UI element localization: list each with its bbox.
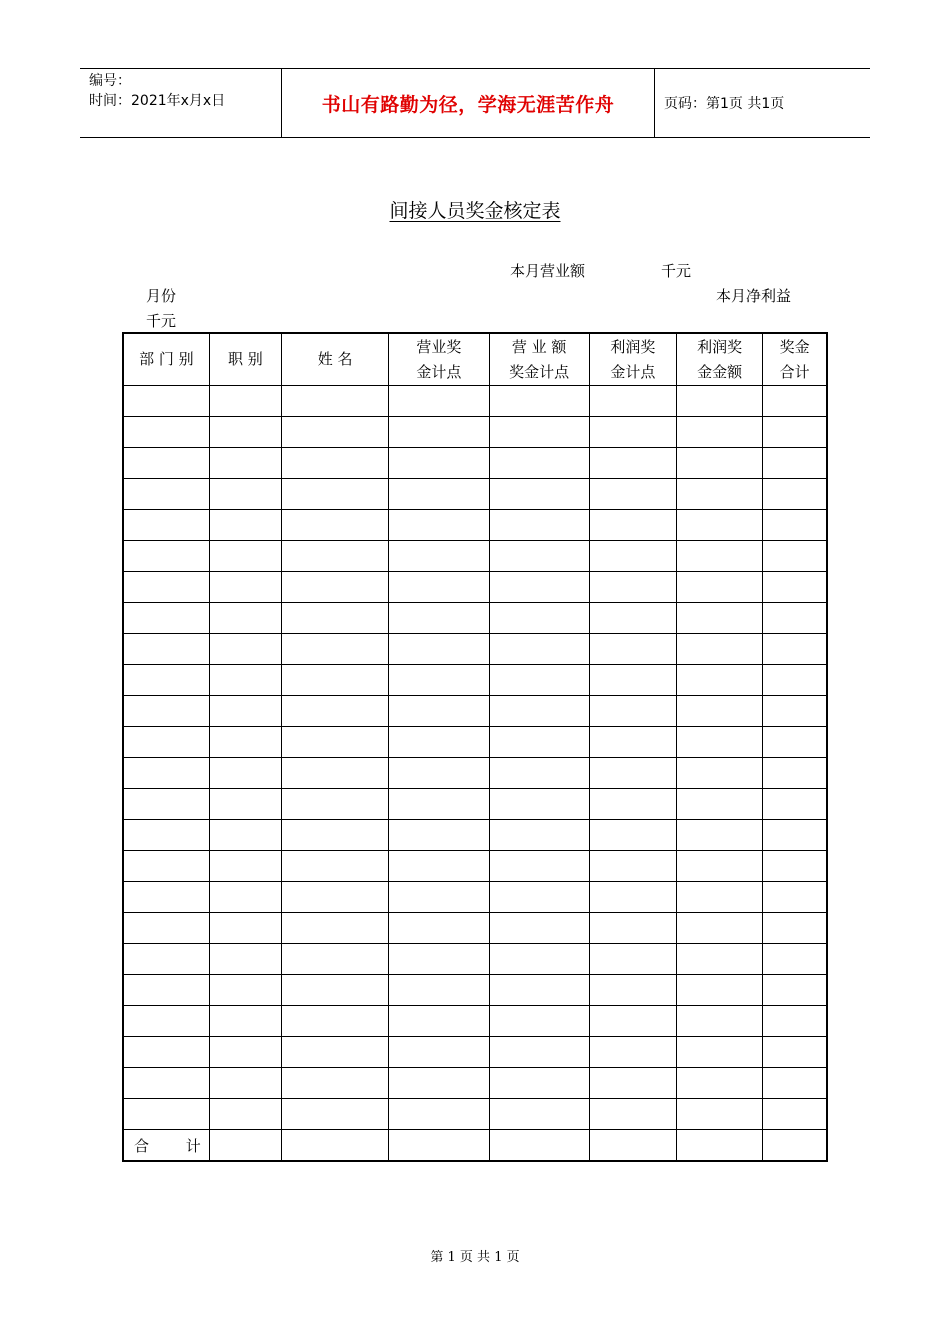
table-cell	[209, 448, 281, 479]
table-cell	[389, 417, 489, 448]
table-cell	[209, 1130, 281, 1162]
table-row	[123, 665, 827, 696]
table-cell	[677, 696, 763, 727]
table-cell	[677, 758, 763, 789]
table-cell	[123, 448, 209, 479]
table-row	[123, 1037, 827, 1068]
table-cell	[677, 882, 763, 913]
table-cell	[589, 727, 676, 758]
table-cell	[281, 851, 388, 882]
table-cell	[763, 479, 827, 510]
table-cell	[389, 1068, 489, 1099]
table-cell	[763, 541, 827, 572]
table-cell	[489, 665, 589, 696]
table-row	[123, 696, 827, 727]
table-cell	[389, 448, 489, 479]
column-header: 奖金 合计	[763, 333, 827, 386]
table-cell	[677, 851, 763, 882]
table-cell	[123, 758, 209, 789]
table-cell	[389, 479, 489, 510]
table-row	[123, 820, 827, 851]
table-cell	[589, 665, 676, 696]
table-cell	[489, 975, 589, 1006]
table-cell	[123, 1099, 209, 1130]
table-cell	[123, 696, 209, 727]
table-cell	[763, 882, 827, 913]
time-label: 时间：2021年x月x日	[89, 93, 226, 109]
table-cell	[763, 603, 827, 634]
table-cell	[589, 882, 676, 913]
table-cell	[489, 603, 589, 634]
table-cell	[489, 634, 589, 665]
table-cell	[489, 696, 589, 727]
table-cell	[677, 479, 763, 510]
table-cell	[123, 851, 209, 882]
table-cell	[763, 634, 827, 665]
table-cell	[589, 386, 676, 417]
table-cell	[489, 758, 589, 789]
table-cell	[281, 882, 388, 913]
table-cell	[123, 386, 209, 417]
table-cell	[489, 1068, 589, 1099]
table-cell	[281, 479, 388, 510]
table-cell	[209, 851, 281, 882]
table-cell	[123, 944, 209, 975]
table-cell	[677, 1130, 763, 1162]
table-cell	[209, 975, 281, 1006]
revenue-unit: 千元	[661, 262, 692, 280]
page-header	[80, 68, 870, 138]
table-cell	[589, 541, 676, 572]
table-cell	[123, 882, 209, 913]
total-label-left: 合	[134, 1136, 150, 1155]
table-cell	[209, 696, 281, 727]
table-cell	[281, 510, 388, 541]
table-cell	[123, 789, 209, 820]
table-cell	[677, 1037, 763, 1068]
table-row	[123, 448, 827, 479]
table-cell	[763, 1099, 827, 1130]
table-cell	[677, 603, 763, 634]
table-cell	[589, 448, 676, 479]
table-cell	[389, 851, 489, 882]
table-body	[123, 386, 827, 1162]
table-cell	[589, 758, 676, 789]
table-cell	[677, 913, 763, 944]
page-footer: 第 1 页 共 1 页	[430, 1250, 520, 1265]
table-cell	[489, 789, 589, 820]
table-cell	[281, 913, 388, 944]
table-cell	[209, 913, 281, 944]
table-cell	[677, 386, 763, 417]
table-cell	[677, 975, 763, 1006]
table-cell	[389, 758, 489, 789]
table-cell	[489, 882, 589, 913]
table-cell	[677, 944, 763, 975]
table-cell	[281, 944, 388, 975]
table-cell	[763, 1130, 827, 1162]
table-cell	[677, 541, 763, 572]
document-title-wrap	[0, 196, 950, 223]
table-cell	[389, 820, 489, 851]
table-cell	[763, 789, 827, 820]
table-cell	[281, 789, 388, 820]
table-cell	[489, 1099, 589, 1130]
table-cell	[763, 1006, 827, 1037]
table-cell	[589, 1099, 676, 1130]
table-row	[123, 975, 827, 1006]
table-cell	[123, 603, 209, 634]
table-row	[123, 789, 827, 820]
table-cell	[489, 1006, 589, 1037]
table-cell	[209, 386, 281, 417]
table-cell	[209, 1099, 281, 1130]
table-row	[123, 758, 827, 789]
table-cell	[677, 572, 763, 603]
table-cell	[389, 882, 489, 913]
table-cell	[677, 1068, 763, 1099]
table-cell	[123, 510, 209, 541]
table-cell	[209, 634, 281, 665]
table-cell	[389, 510, 489, 541]
table-cell	[281, 696, 388, 727]
table-row	[123, 944, 827, 975]
table-cell	[763, 975, 827, 1006]
table-cell	[389, 789, 489, 820]
table-cell	[209, 789, 281, 820]
table-cell	[589, 634, 676, 665]
column-header: 部 门 别	[123, 333, 209, 386]
table-cell	[589, 1068, 676, 1099]
total-label-cell	[123, 1130, 209, 1162]
table-cell	[589, 510, 676, 541]
table-cell	[489, 541, 589, 572]
header-page-code: 页码：第1页 共1页	[664, 96, 785, 112]
column-header: 利润奖 金计点	[589, 333, 676, 386]
table-cell	[763, 913, 827, 944]
table-cell	[489, 1037, 589, 1068]
table-cell	[123, 1037, 209, 1068]
table-cell	[209, 510, 281, 541]
table-cell	[281, 1130, 388, 1162]
table-cell	[123, 1068, 209, 1099]
column-header: 利润奖 金金额	[677, 333, 763, 386]
table-cell	[281, 417, 388, 448]
table-cell	[389, 386, 489, 417]
table-cell	[209, 1037, 281, 1068]
table-cell	[763, 944, 827, 975]
table-cell	[281, 1068, 388, 1099]
table-cell	[209, 479, 281, 510]
table-cell	[589, 1006, 676, 1037]
table-cell	[281, 634, 388, 665]
table-cell	[123, 665, 209, 696]
table-cell	[209, 944, 281, 975]
table-cell	[209, 417, 281, 448]
table-cell	[389, 634, 489, 665]
table-cell	[677, 665, 763, 696]
month-label: 月份	[146, 287, 177, 305]
table-cell	[281, 448, 388, 479]
table-cell	[281, 386, 388, 417]
table-cell	[589, 696, 676, 727]
table-row	[123, 913, 827, 944]
table-cell	[281, 727, 388, 758]
table-cell	[677, 1099, 763, 1130]
table-cell	[281, 541, 388, 572]
table-cell	[281, 975, 388, 1006]
table-cell	[677, 448, 763, 479]
table-cell	[589, 944, 676, 975]
table-cell	[589, 789, 676, 820]
table-cell	[677, 1006, 763, 1037]
table-cell	[763, 851, 827, 882]
table-cell	[123, 541, 209, 572]
table-cell	[389, 603, 489, 634]
table-cell	[209, 882, 281, 913]
profit-unit: 千元	[146, 312, 177, 330]
table-cell	[677, 820, 763, 851]
table-cell	[763, 820, 827, 851]
table-cell	[123, 975, 209, 1006]
table-cell	[389, 541, 489, 572]
table-cell	[123, 1006, 209, 1037]
table-cell	[123, 913, 209, 944]
table-cell	[589, 479, 676, 510]
table-cell	[389, 1130, 489, 1162]
table-cell	[763, 665, 827, 696]
table-row	[123, 386, 827, 417]
table-cell	[123, 417, 209, 448]
table-cell	[489, 479, 589, 510]
table-cell	[489, 820, 589, 851]
table-cell	[281, 1006, 388, 1037]
table-row	[123, 1099, 827, 1130]
table-cell	[389, 913, 489, 944]
table-cell	[677, 634, 763, 665]
table-cell	[281, 758, 388, 789]
header-motto: 书山有路勤为径，学海无涯苦作舟	[321, 93, 615, 116]
table-cell	[763, 1068, 827, 1099]
table-cell	[763, 696, 827, 727]
table-row	[123, 727, 827, 758]
bonus-table	[122, 332, 828, 1162]
table-cell	[763, 386, 827, 417]
table-cell	[389, 1037, 489, 1068]
column-header: 职 别	[209, 333, 281, 386]
table-cell	[489, 913, 589, 944]
table-cell	[763, 448, 827, 479]
table-cell	[763, 758, 827, 789]
table-row	[123, 851, 827, 882]
table-cell	[589, 1037, 676, 1068]
table-row	[123, 417, 827, 448]
table-cell	[677, 727, 763, 758]
table-cell	[209, 665, 281, 696]
table-cell	[589, 820, 676, 851]
table-cell	[281, 1099, 388, 1130]
table-cell	[209, 1006, 281, 1037]
table-cell	[209, 572, 281, 603]
table-cell	[389, 944, 489, 975]
total-row	[123, 1130, 827, 1162]
table-row	[123, 510, 827, 541]
table-cell	[389, 1099, 489, 1130]
table-cell	[123, 479, 209, 510]
table-cell	[589, 572, 676, 603]
table-cell	[489, 510, 589, 541]
table-cell	[123, 572, 209, 603]
document-title: 间接人员奖金核定表	[389, 200, 561, 222]
table-cell	[389, 727, 489, 758]
table-cell	[389, 1006, 489, 1037]
table-row	[123, 1068, 827, 1099]
table-cell	[281, 820, 388, 851]
table-cell	[677, 510, 763, 541]
column-header: 营 业 额 奖金计点	[489, 333, 589, 386]
table-cell	[389, 665, 489, 696]
table-cell	[763, 727, 827, 758]
total-label-right: 计	[185, 1136, 201, 1155]
table-cell	[209, 541, 281, 572]
table-cell	[123, 727, 209, 758]
table-cell	[489, 417, 589, 448]
table-cell	[489, 727, 589, 758]
header-info	[89, 71, 279, 111]
table-row	[123, 479, 827, 510]
table-cell	[281, 572, 388, 603]
table-cell	[763, 572, 827, 603]
table-cell	[209, 727, 281, 758]
table-cell	[281, 665, 388, 696]
table-cell	[763, 1037, 827, 1068]
table-cell	[389, 572, 489, 603]
table-cell	[209, 603, 281, 634]
column-header: 姓 名	[281, 333, 388, 386]
table-row	[123, 572, 827, 603]
table-cell	[677, 417, 763, 448]
table-cell	[589, 417, 676, 448]
number-label: 编号：	[89, 73, 131, 89]
table-cell	[123, 634, 209, 665]
table-row	[123, 541, 827, 572]
revenue-label: 本月营业额	[510, 262, 586, 280]
table-cell	[489, 944, 589, 975]
column-header: 营业奖 金计点	[389, 333, 489, 386]
table-cell	[589, 975, 676, 1006]
table-cell	[389, 975, 489, 1006]
table-cell	[763, 417, 827, 448]
header-divider-right	[654, 69, 655, 137]
table-header-row	[123, 333, 827, 386]
table-cell	[489, 851, 589, 882]
profit-label: 本月净利益	[716, 287, 792, 305]
table-row	[123, 882, 827, 913]
table-cell	[209, 820, 281, 851]
table-cell	[589, 603, 676, 634]
table-cell	[281, 1037, 388, 1068]
table-cell	[123, 820, 209, 851]
table-cell	[281, 603, 388, 634]
table-cell	[209, 758, 281, 789]
table-cell	[209, 1068, 281, 1099]
table-cell	[489, 386, 589, 417]
table-cell	[589, 1130, 676, 1162]
table-row	[123, 1006, 827, 1037]
table-row	[123, 634, 827, 665]
table-cell	[389, 696, 489, 727]
table-cell	[589, 913, 676, 944]
table-row	[123, 603, 827, 634]
table-cell	[489, 1130, 589, 1162]
table-cell	[489, 572, 589, 603]
table-cell	[489, 448, 589, 479]
table-cell	[589, 851, 676, 882]
table-cell	[763, 510, 827, 541]
table-cell	[677, 789, 763, 820]
